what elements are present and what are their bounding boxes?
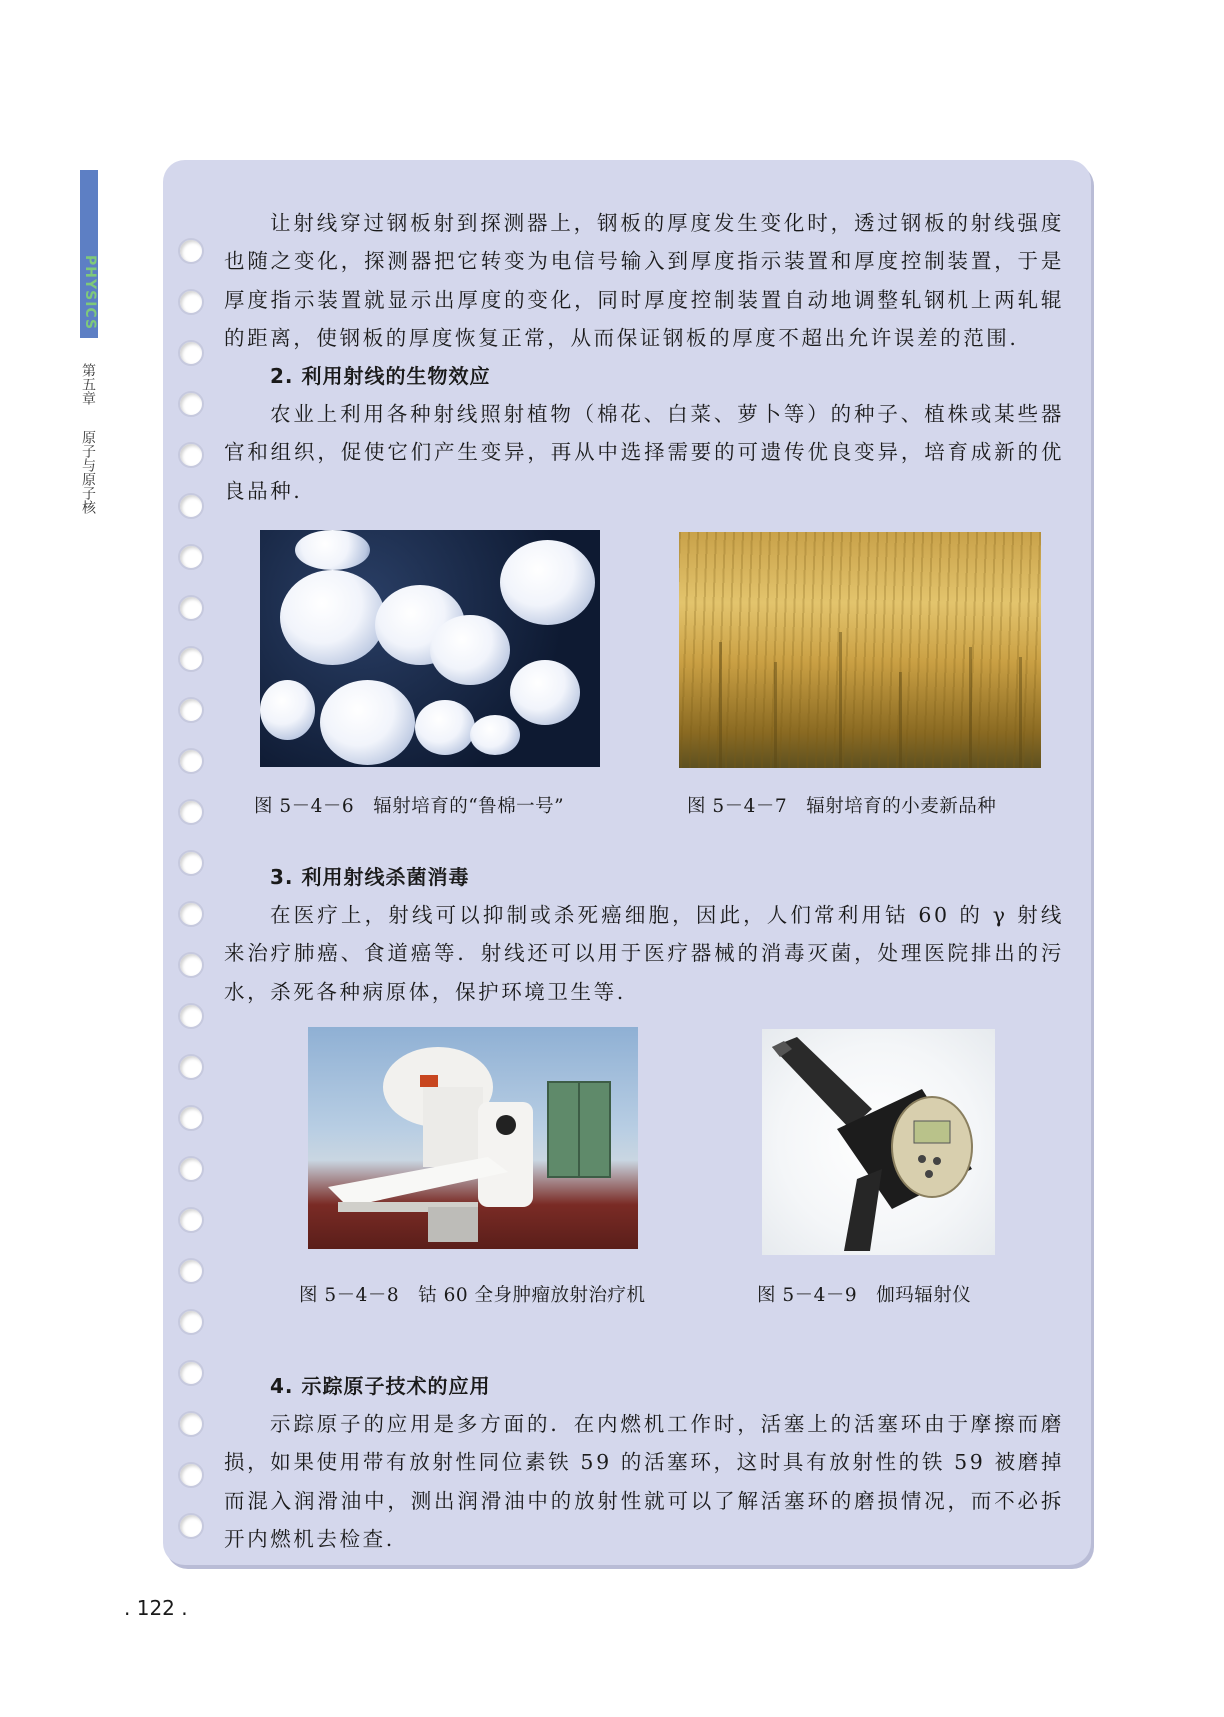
binder-ring <box>178 1105 204 1131</box>
paragraph-tracer: 示踪原子的应用是多方面的．在内燃机工作时，活塞上的活塞环由于摩擦而磨损，如果使用带有放射性同位素铁 59 的活塞环，这时具有放射性的铁 59 被磨掉而混入润滑油中，测出润滑油中的放射性就可以了解活塞环的磨损情况，而不必拆开内燃机去检查. <box>224 1411 1064 1551</box>
binder-ring <box>178 1309 204 1335</box>
figure-row-devices <box>224 1027 1064 1367</box>
figure-row-plants <box>224 530 1064 850</box>
binder-ring <box>178 901 204 927</box>
figure-caption-gamma-meter: 图 5－4－9 伽玛辐射仪 <box>757 1284 972 1306</box>
paragraph-agriculture: 农业上利用各种射线照射植物（棉花、白菜、萝卜等）的种子、植株或某些器官和组织，促使它们产生变异，再从中选择需要的可遗传优良变异，培育成新的优良品种. <box>224 402 1064 503</box>
heading-sterilization: 3. 利用射线杀菌消毒 <box>270 865 470 890</box>
wheat-photo <box>679 532 1041 768</box>
binder-rings <box>178 238 208 1518</box>
chapter-title: 原子与原子核 <box>80 430 96 514</box>
binder-ring <box>178 697 204 723</box>
binder-ring <box>178 646 204 672</box>
binder-ring <box>178 442 204 468</box>
figure-caption-wheat: 图 5－4－7 辐射培育的小麦新品种 <box>687 796 997 818</box>
heading-biological-effect: 2. 利用射线的生物效应 <box>270 364 491 389</box>
page-number: . 122 . <box>124 1596 188 1620</box>
binder-ring <box>178 748 204 774</box>
figure-caption-cotton: 图 5－4－6 辐射培育的“鲁棉一号” <box>254 796 565 818</box>
paragraph-thickness: 让射线穿过钢板射到探测器上，钢板的厚度发生变化时，透过钢板的射线强度也随之变化，探测器把它转变为电信号输入到厚度指示装置和厚度控制装置，于是厚度指示装置就显示出厚度的变化，同时厚度控制装置自动地调整轧钢机上两轧辊的距离，使钢板的厚度恢复正常，从而保证钢板的厚度不超出允许误差的范围. <box>224 211 1064 350</box>
cotton-photo <box>260 530 600 767</box>
page-content <box>224 204 1064 1558</box>
binder-ring <box>178 1513 204 1539</box>
chapter-number: 第五章 <box>80 363 96 405</box>
binder-ring <box>178 1156 204 1182</box>
binder-ring <box>178 340 204 366</box>
paragraph-medical: 在医疗上，射线可以抑制或杀死癌细胞，因此，人们常利用钴 60 的 γ 射线来治疗肺癌、食道癌等．射线还可以用于医疗器械的消毒灭菌，处理医院排出的污水，杀死各种病原体，保护环境卫生等. <box>224 903 1064 1004</box>
binder-ring <box>178 952 204 978</box>
figure-caption-radiotherapy: 图 5－4－8 钴 60 全身肿瘤放射治疗机 <box>299 1284 646 1306</box>
binder-ring <box>178 1360 204 1386</box>
binder-ring <box>178 238 204 264</box>
binder-ring <box>178 595 204 621</box>
binder-ring <box>178 1054 204 1080</box>
binder-ring <box>178 1207 204 1233</box>
gamma-meter-photo <box>762 1029 995 1255</box>
binder-ring <box>178 1003 204 1029</box>
binder-ring <box>178 1258 204 1284</box>
binder-ring <box>178 544 204 570</box>
binder-ring <box>178 493 204 519</box>
binder-ring <box>178 391 204 417</box>
radiotherapy-machine-photo <box>308 1027 638 1249</box>
physics-label: PHYSICS <box>82 255 98 331</box>
binder-ring <box>178 1462 204 1488</box>
binder-ring <box>178 1411 204 1437</box>
heading-tracer-atoms: 4. 示踪原子技术的应用 <box>270 1373 491 1398</box>
binder-ring <box>178 289 204 315</box>
binder-ring <box>178 799 204 825</box>
binder-ring <box>178 850 204 876</box>
